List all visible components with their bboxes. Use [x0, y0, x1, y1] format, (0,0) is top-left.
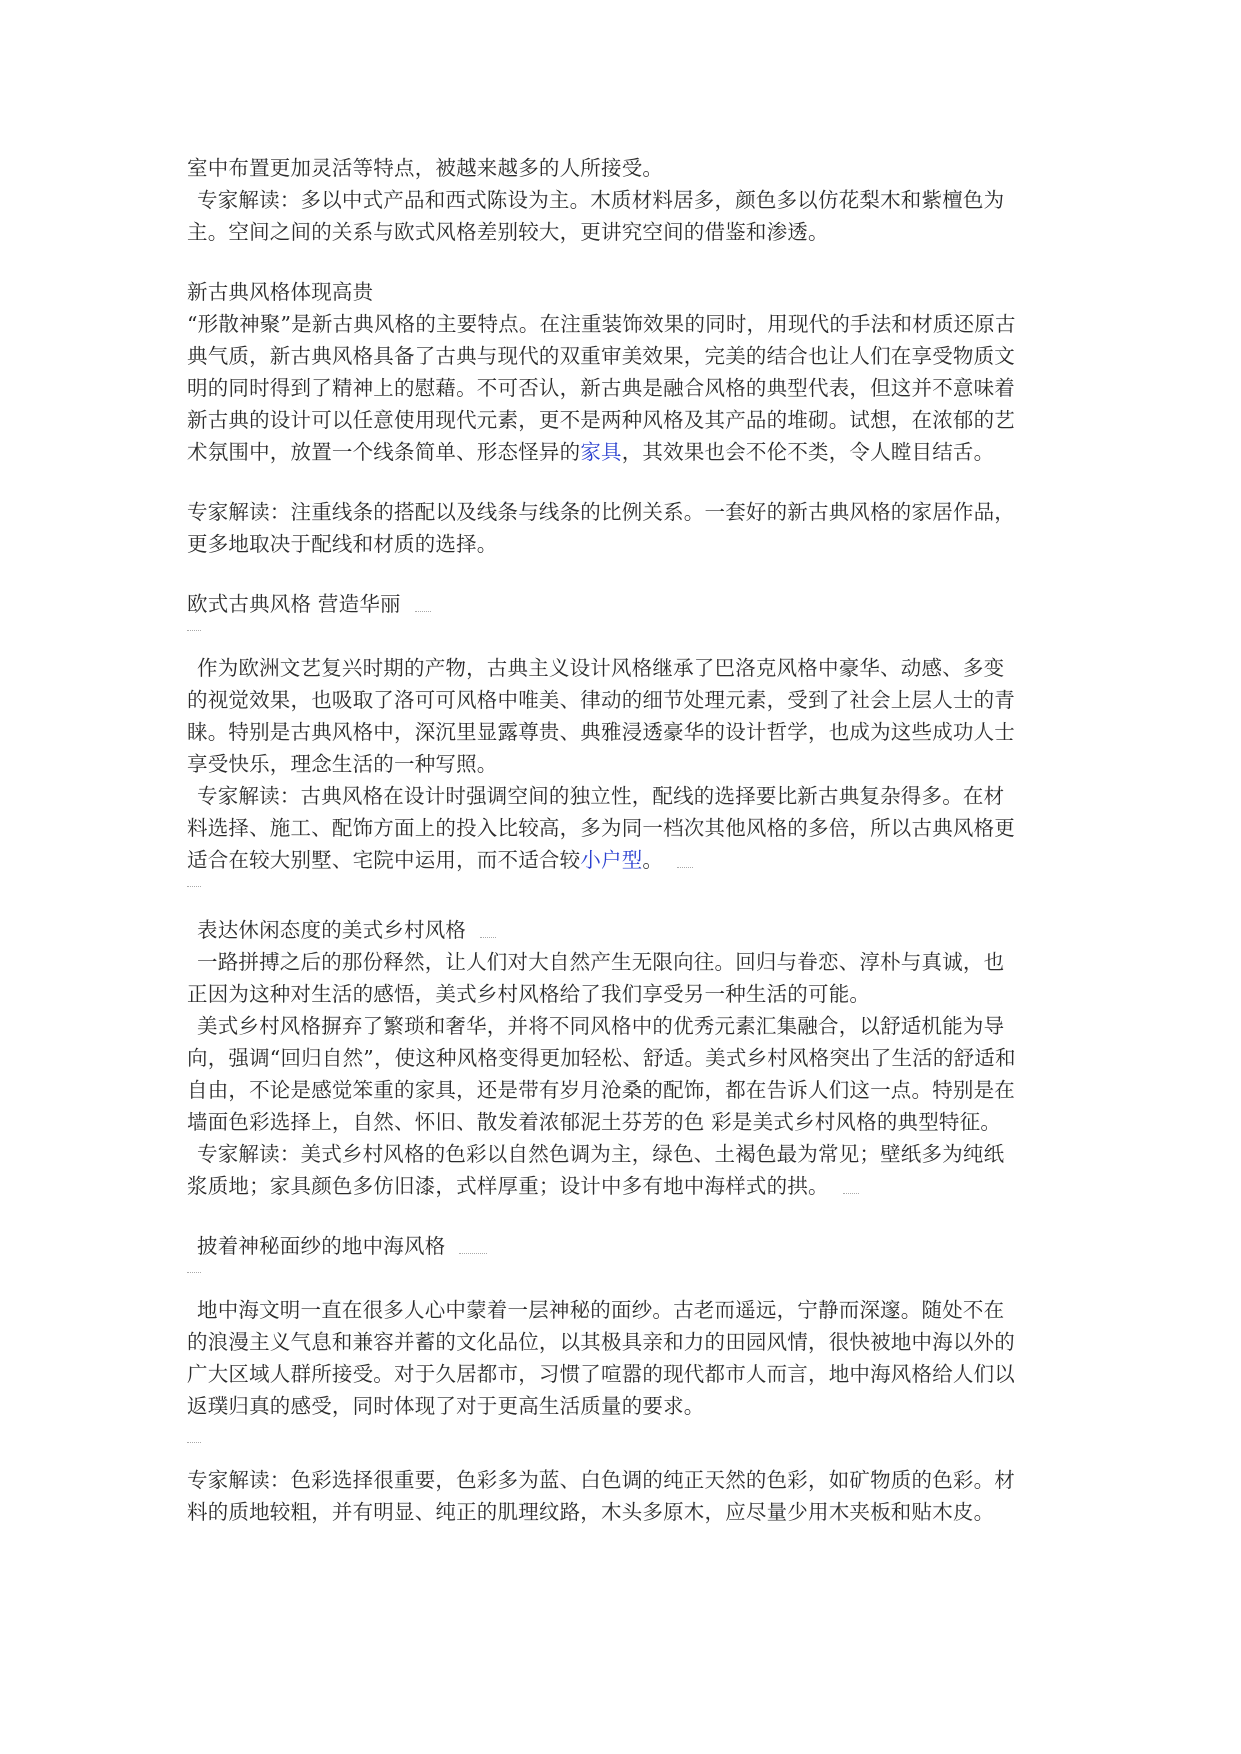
paragraph-line: 广大区域人群所接受。对于久居都市，习惯了喧嚣的现代都市人而言，地中海风格给人们以: [187, 1362, 1015, 1386]
small-apartment-link[interactable]: 小户型: [580, 848, 643, 872]
paragraph-line: 返璞归真的感受，同时体现了对于更高生活质量的要求。: [187, 1394, 705, 1418]
expert-reading-line: 专家解读：多以中式产品和西式陈设为主。木质材料居多，颜色多以仿花梨木和紫檀色为: [197, 188, 1005, 212]
dotted-mark: [187, 630, 201, 631]
dotted-mark: [677, 867, 693, 868]
expert-reading-line: 料选择、施工、配饰方面上的投入比较高，多为同一档次其他风格的多倍，所以古典风格更: [187, 816, 1015, 840]
dotted-mark-row: [187, 620, 1067, 630]
paragraph-line: 的视觉效果，也吸取了洛可可风格中唯美、律动的细节处理元素，受到了社会上层人士的青: [187, 688, 1015, 712]
paragraph-line: 术氛围中，放置一个线条简单、形态怪异的家具，其效果也会不伦不类，令人瞠目结舌。: [187, 440, 995, 464]
dotted-mark: [843, 1193, 859, 1194]
section-heading-american-country: 表达休闲态度的美式乡村风格: [187, 914, 1067, 946]
blank-line: [187, 248, 1067, 276]
paragraph-line: 正因为这种对生活的感悟，美式乡村风格给了我们享受另一种生活的可能。: [187, 982, 871, 1006]
expert-reading-line: 专家解读：美式乡村风格的色彩以自然色调为主，绿色、土褐色最为常见；壁纸多为纯纸: [197, 1142, 1005, 1166]
paragraph-line: 典气质，新古典风格具备了古典与现代的双重审美效果，完美的结合也让人们在享受物质文: [187, 344, 1015, 368]
dotted-mark-row: [187, 876, 1067, 886]
blank-line: [187, 630, 1067, 652]
dotted-mark: [187, 886, 201, 887]
blank-line: [187, 468, 1067, 496]
expert-reading-line: 主。空间之间的关系与欧式风格差别较大，更讲究空间的借鉴和渗透。: [187, 220, 829, 244]
paragraph-line: 室中布置更加灵活等特点，被越来越多的人所接受。: [187, 156, 664, 180]
paragraph-line: 自由，不论是感觉笨重的家具，还是带有岁月沧桑的配饰，都在告诉人们这一点。特别是在: [187, 1078, 1015, 1102]
paragraph-line: 享受快乐，理念生活的一种写照。: [187, 752, 498, 776]
expert-reading-line: 浆质地；家具颜色多仿旧漆，式样厚重；设计中多有地中海样式的拱。: [187, 1170, 1067, 1202]
section-heading-european-classical: 欧式古典风格 营造华丽: [187, 588, 1067, 620]
dotted-mark: [480, 937, 496, 938]
furniture-link[interactable]: 家具: [580, 440, 622, 464]
section-heading-mediterranean: 披着神秘面纱的地中海风格: [187, 1230, 1067, 1262]
blank-line: [187, 886, 1067, 914]
paragraph-line: “形散神聚”是新古典风格的主要特点。在注重装饰效果的同时，用现代的手法和材质还原古: [187, 312, 1016, 336]
paragraph-line: 新古典的设计可以任意使用现代元素，更不是两种风格及其产品的堆砌。试想，在浓郁的艺: [187, 408, 1015, 432]
paragraph-line: 作为欧洲文艺复兴时期的产物，古典主义设计风格继承了巴洛克风格中豪华、动感、多变: [197, 656, 1005, 680]
paragraph-line: 美式乡村风格摒弃了繁琐和奢华，并将不同风格中的优秀元素汇集融合，以舒适机能为导: [197, 1014, 1005, 1038]
paragraph-line: 明的同时得到了精神上的慰藉。不可否认，新古典是融合风格的典型代表，但这并不意味着: [187, 376, 1015, 400]
section-heading-neoclassical: 新古典风格体现高贵: [187, 280, 374, 304]
blank-line: [187, 1202, 1067, 1230]
dotted-mark: [415, 611, 431, 612]
dotted-mark: [187, 1442, 201, 1443]
blank-line: [187, 1272, 1067, 1294]
expert-reading-line: 料的质地较粗，并有明显、纯正的肌理纹路，木头多原木，应尽量少用木夹板和贴木皮。: [187, 1500, 995, 1524]
paragraph-line: 睐。特别是古典风格中，深沉里显露尊贵、典雅浸透豪华的设计哲学，也成为这些成功人士: [187, 720, 1015, 744]
paragraph-line: 的浪漫主义气息和兼容并蓄的文化品位，以其极具亲和力的田园风情，很快被地中海以外的: [187, 1330, 1015, 1354]
paragraph-line: 地中海文明一直在很多人心中蒙着一层神秘的面纱。古老而遥远，宁静而深邃。随处不在: [197, 1298, 1005, 1322]
paragraph-line: 一路拼搏之后的那份释然，让人们对大自然产生无限向往。回归与眷恋、淳朴与真诚，也: [197, 950, 1005, 974]
blank-line: [187, 1442, 1067, 1464]
paragraph-line: 墙面色彩选择上，自然、怀旧、散发着浓郁泥土芬芳的色 彩是美式乡村风格的典型特征。: [187, 1110, 1002, 1134]
dotted-mark: [459, 1253, 487, 1254]
blank-line: [187, 560, 1067, 588]
expert-reading-line: 更多地取决于配线和材质的选择。: [187, 532, 498, 556]
dotted-mark: [187, 1272, 201, 1273]
dotted-mark-row: [187, 1262, 1067, 1272]
expert-reading-line: 专家解读：注重线条的搭配以及线条与线条的比例关系。一套好的新古典风格的家居作品，: [187, 500, 1015, 524]
dotted-mark-row: [187, 1432, 1067, 1442]
expert-reading-line: 专家解读：古典风格在设计时强调空间的独立性，配线的选择要比新古典复杂得多。在材: [197, 784, 1005, 808]
expert-reading-line: 适合在较大别墅、宅院中运用，而不适合较小户型。: [187, 844, 1067, 876]
document-page: [187, 152, 1067, 1528]
paragraph-line: 向，强调“回归自然”，使这种风格变得更加轻松、舒适。美式乡村风格突出了生活的舒适和: [187, 1046, 1016, 1070]
expert-reading-line: 专家解读：色彩选择很重要，色彩多为蓝、白色调的纯正天然的色彩，如矿物质的色彩。材: [187, 1468, 1015, 1492]
